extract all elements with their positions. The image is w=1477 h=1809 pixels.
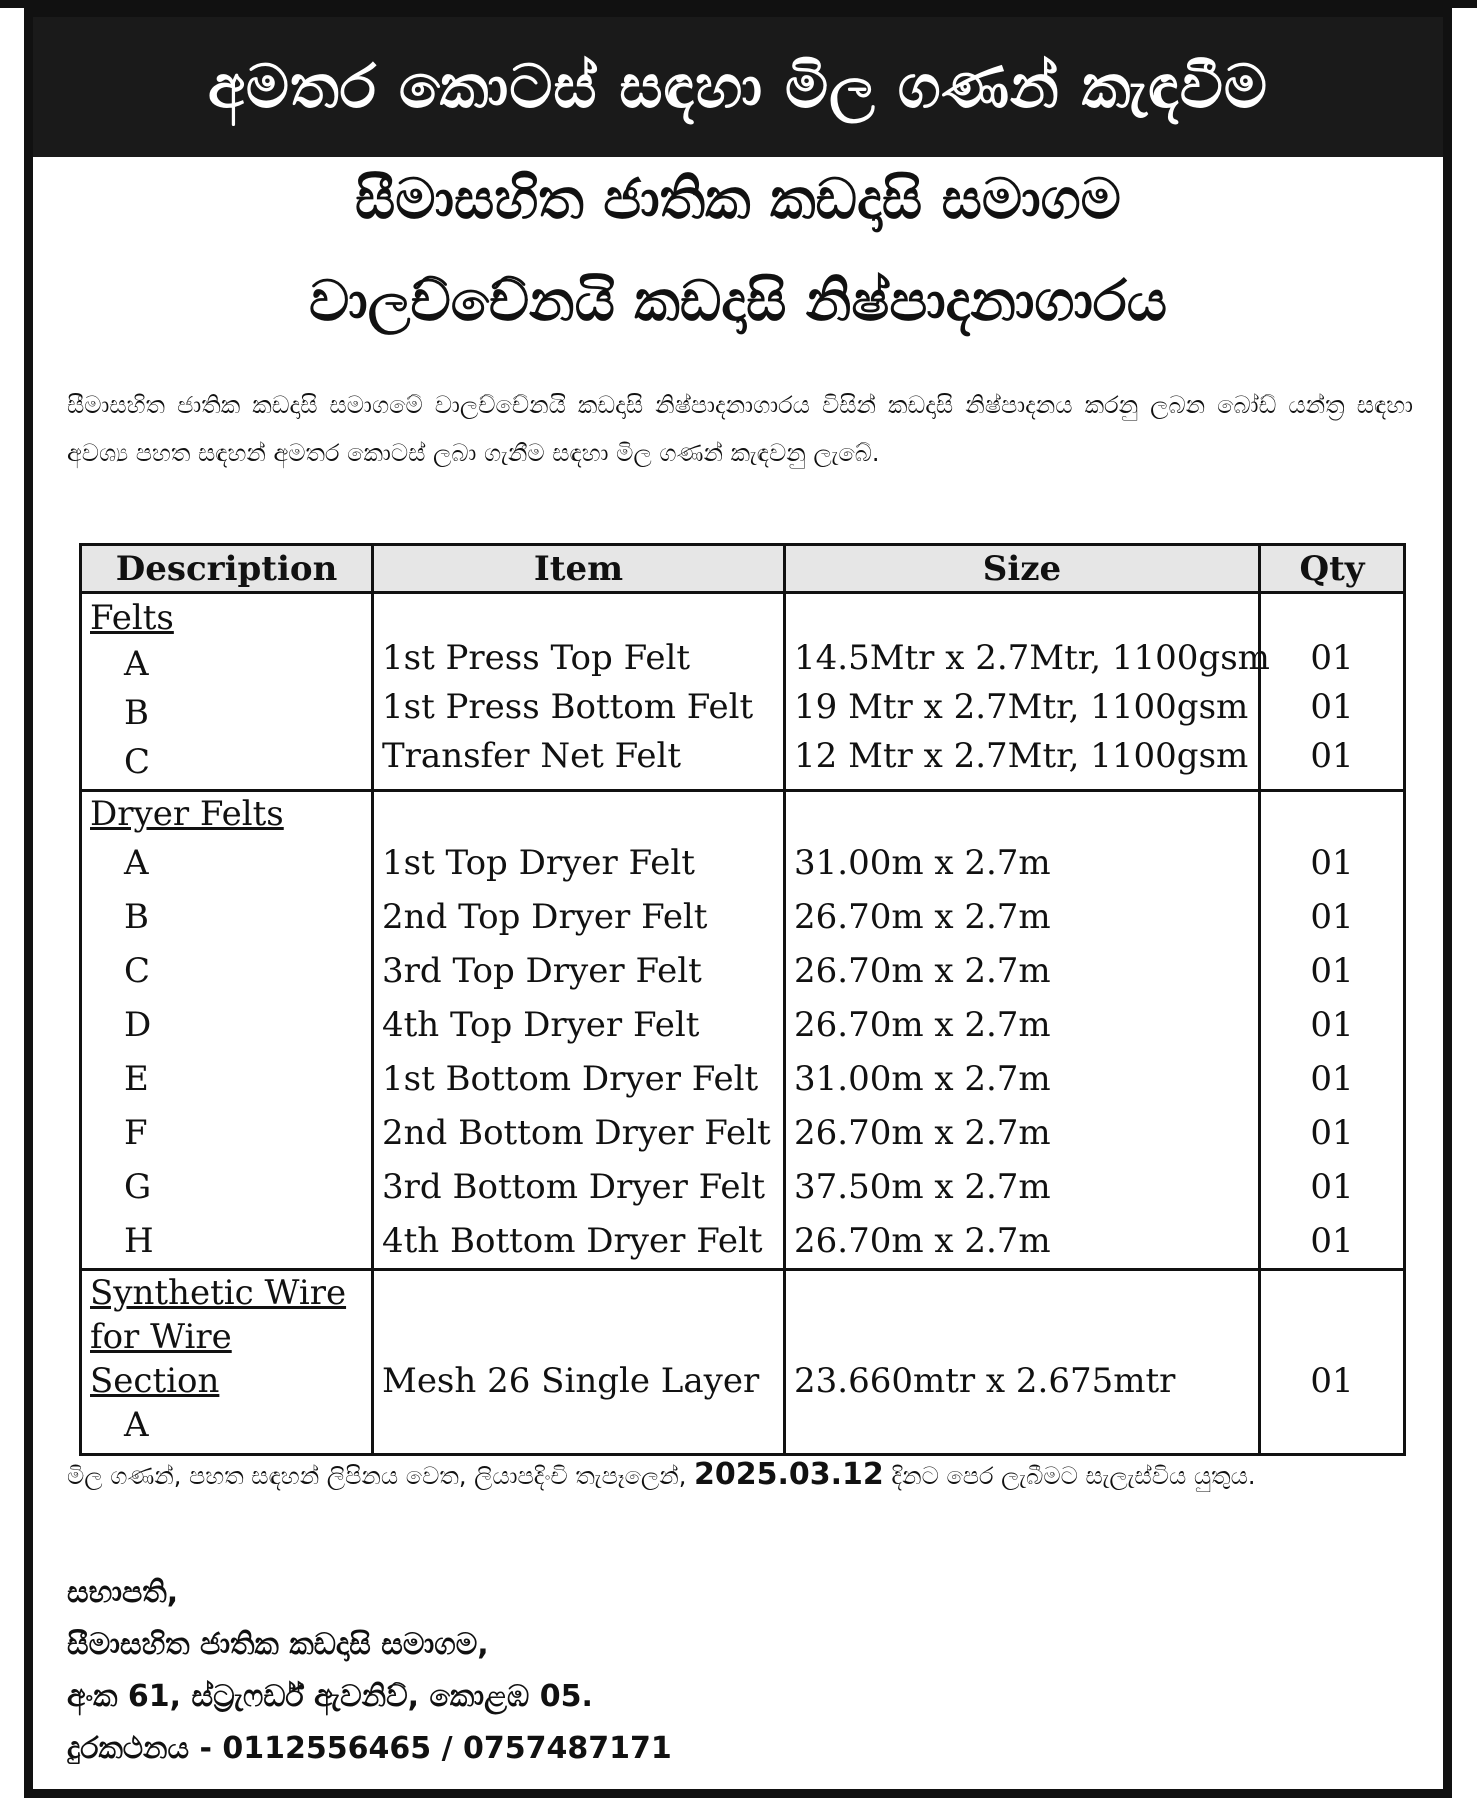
- row-item: 3rd Bottom Dryer Felt: [382, 1167, 766, 1207]
- row-item: 1st Bottom Dryer Felt: [382, 1059, 759, 1099]
- table-row: [81, 791, 1405, 1270]
- row-letter: D: [124, 1005, 152, 1045]
- factory-name: වාලච්චේනයි කඩදාසි නිෂ්පාදනාගාරය: [309, 269, 1167, 334]
- header-description: Description: [81, 545, 373, 593]
- table-header-row: [81, 545, 1405, 593]
- row-size: 31.00m x 2.7m: [794, 843, 1051, 883]
- contact-organization: සීමාසහිත ජාතික කඩදාසි සමාගම,: [67, 1627, 489, 1662]
- row-letter: F: [124, 1113, 148, 1153]
- row-qty: 01: [1310, 897, 1354, 937]
- row-qty: 01: [1310, 1221, 1354, 1261]
- row-size: 37.50m x 2.7m: [794, 1167, 1051, 1207]
- contact-title: සභාපති,: [67, 1575, 179, 1610]
- group-dryer-felts: [81, 791, 1405, 1270]
- row-qty: 01: [1310, 1167, 1354, 1207]
- row-item: 1st Top Dryer Felt: [382, 843, 695, 883]
- row-letter: A: [124, 843, 149, 883]
- table-row: [81, 593, 1405, 791]
- banner-title: අමතර කොටස් සඳහා මිල ගණන් කැඳවීම: [33, 17, 1443, 157]
- row-item: 4th Bottom Dryer Felt: [382, 1221, 763, 1261]
- group-felts: [81, 593, 1405, 791]
- row-qty: 01: [1310, 1361, 1354, 1401]
- group-title-line2: for Wire Section: [90, 1317, 232, 1401]
- row-size: 19 Mtr x 2.7Mtr, 1100gsm: [794, 687, 1249, 727]
- row-item: Transfer Net Felt: [382, 736, 682, 776]
- table-row: [81, 1270, 1405, 1455]
- row-letter: E: [124, 1059, 149, 1099]
- row-letter: C: [124, 951, 151, 991]
- row-item: 2nd Top Dryer Felt: [382, 897, 708, 937]
- row-letter: G: [124, 1167, 152, 1207]
- row-letter: H: [124, 1221, 154, 1261]
- deadline-text-before: මිල ගණන්, පහත සඳහන් ලිපිනය වෙත, ලියාපදිංචි තැපෑලෙන්,: [67, 1462, 687, 1490]
- row-item: 2nd Bottom Dryer Felt: [382, 1113, 771, 1153]
- row-size: 26.70m x 2.7m: [794, 1221, 1051, 1261]
- row-letter: C: [124, 742, 151, 782]
- deadline-text-after: දිනට පෙර ලැබීමට සැලැස්විය යුතුය.: [891, 1462, 1256, 1490]
- header-size: Size: [785, 545, 1260, 593]
- group-synthetic-wire: [81, 1270, 1405, 1455]
- row-letter: B: [124, 897, 149, 937]
- row-size: 26.70m x 2.7m: [794, 951, 1051, 991]
- row-letter: A: [124, 644, 149, 684]
- top-rule: [0, 0, 1477, 8]
- row-qty: 01: [1310, 843, 1354, 883]
- header-qty: Qty: [1260, 545, 1405, 593]
- row-qty: 01: [1310, 638, 1354, 678]
- row-qty: 01: [1310, 1005, 1354, 1045]
- row-item: 1st Press Top Felt: [382, 638, 690, 678]
- contact-address: [67, 1567, 1067, 1775]
- contact-phone: දුරකථනය - 0112556465 / 0757487171: [67, 1731, 672, 1766]
- row-item: Mesh 26 Single Layer: [382, 1361, 760, 1401]
- row-letter: A: [124, 1405, 149, 1445]
- advertisement-frame: [24, 8, 1452, 1798]
- row-letter: B: [124, 693, 149, 733]
- row-size: 26.70m x 2.7m: [794, 897, 1051, 937]
- group-title: Felts: [90, 598, 174, 638]
- row-qty: 01: [1310, 736, 1354, 776]
- row-size: 14.5Mtr x 2.7Mtr, 1100gsm: [794, 638, 1270, 678]
- row-item: 4th Top Dryer Felt: [382, 1005, 700, 1045]
- organization-name: සීමාසහිත ජාතික කඩදාසි සමාගම: [355, 167, 1121, 232]
- spare-parts-table: [79, 543, 1406, 1456]
- row-size: 26.70m x 2.7m: [794, 1005, 1051, 1045]
- group-title: Dryer Felts: [90, 794, 284, 834]
- contact-street: අංක 61, ස්ට්‍රැෆර්ඩ් ඇවනිව්, කොළඹ 05.: [67, 1679, 593, 1714]
- row-item: 1st Press Bottom Felt: [382, 687, 754, 727]
- group-title-line1: Synthetic Wire: [90, 1273, 347, 1313]
- header-item: Item: [373, 545, 785, 593]
- row-qty: 01: [1310, 951, 1354, 991]
- row-qty: 01: [1310, 687, 1354, 727]
- deadline-date: 2025.03.12: [693, 1457, 884, 1492]
- row-size: 31.00m x 2.7m: [794, 1059, 1051, 1099]
- row-item: 3rd Top Dryer Felt: [382, 951, 702, 991]
- row-qty: 01: [1310, 1059, 1354, 1099]
- intro-paragraph: සීමාසහිත ජාතික කඩදාසි සමාගමේ වාලච්චේනයි කඩදාසි නිෂ්පාදනාගාරය විසින් කඩදාසි නිෂ්පාදනය කරනු ලබන බෝඩ් යන්ත්‍ර සඳහා අවශ්‍ය පහත සඳහන් අමතර කොටස් ලබා ගැනීම සඳහා මිල ගණන් කැඳවනු ලැබේ.: [67, 391, 1413, 467]
- row-size: 23.660mtr x 2.675mtr: [794, 1361, 1176, 1401]
- deadline-paragraph: [67, 1449, 1413, 1502]
- row-size: 26.70m x 2.7m: [794, 1113, 1051, 1153]
- row-qty: 01: [1310, 1113, 1354, 1153]
- row-size: 12 Mtr x 2.7Mtr, 1100gsm: [794, 736, 1249, 776]
